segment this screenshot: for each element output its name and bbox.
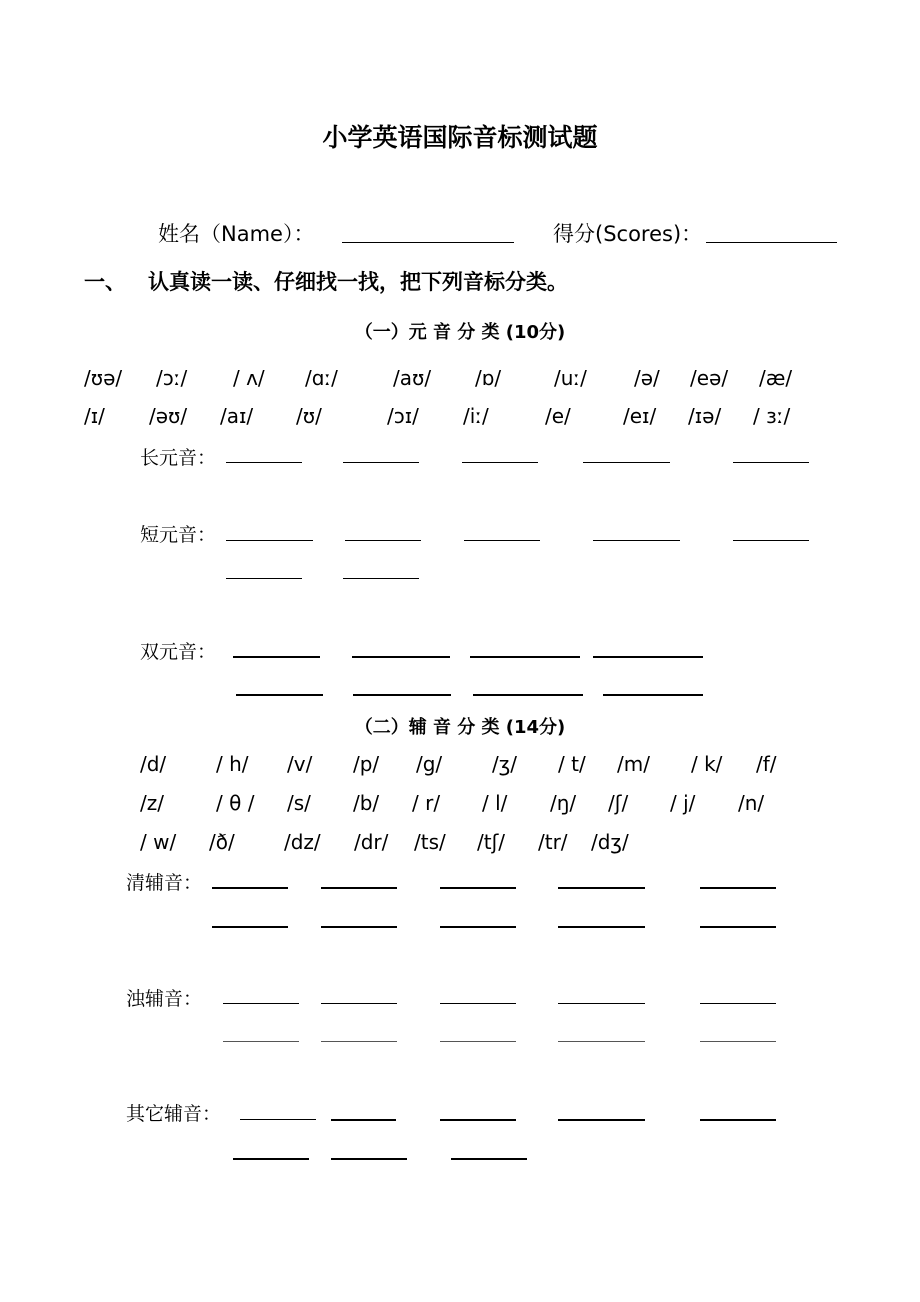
- name-blank[interactable]: [342, 242, 514, 243]
- answer-blank[interactable]: [733, 462, 809, 463]
- ipa-symbol: /tʃ/: [477, 830, 506, 854]
- ipa-symbol: /ɑː/: [305, 366, 338, 390]
- ipa-symbol: / l/: [482, 791, 508, 815]
- ipa-symbol: /ŋ/: [550, 791, 577, 815]
- answer-blank[interactable]: [440, 926, 516, 928]
- ipa-symbol: /s/: [287, 791, 311, 815]
- ipa-symbol: /p/: [353, 752, 380, 776]
- answer-blank[interactable]: [331, 1119, 396, 1121]
- ipa-symbol: /d/: [140, 752, 167, 776]
- answer-blank[interactable]: [700, 887, 776, 889]
- ipa-symbol: / ɜː/: [753, 404, 791, 428]
- ipa-symbol: /n/: [738, 791, 765, 815]
- ipa-symbol: /ʊ/: [296, 404, 322, 428]
- ipa-symbol: / k/: [691, 752, 723, 776]
- ipa-symbol: /m/: [617, 752, 650, 776]
- ipa-symbol: /z/: [140, 791, 164, 815]
- ipa-symbol: / h/: [216, 752, 249, 776]
- answer-blank[interactable]: [226, 540, 313, 541]
- ipa-symbol: / j/: [670, 791, 696, 815]
- answer-blank[interactable]: [464, 540, 540, 541]
- answer-blank[interactable]: [233, 1158, 309, 1160]
- answer-blank[interactable]: [558, 1041, 645, 1042]
- answer-blank[interactable]: [343, 578, 419, 579]
- ipa-symbol: /ʊə/: [84, 366, 123, 390]
- answer-blank[interactable]: [331, 1158, 407, 1160]
- answer-blank[interactable]: [223, 1041, 299, 1042]
- ipa-symbol: /eə/: [690, 366, 729, 390]
- ipa-symbol: /f/: [756, 752, 777, 776]
- ipa-symbol: /e/: [545, 404, 571, 428]
- ipa-symbol: /dʒ/: [591, 830, 629, 854]
- ipa-symbol: / w/: [140, 830, 177, 854]
- diphthong-label: 双元音：: [140, 641, 217, 663]
- answer-blank[interactable]: [451, 1158, 527, 1160]
- answer-blank[interactable]: [558, 1119, 645, 1121]
- other-consonant-label: 其它辅音：: [126, 1103, 222, 1125]
- ipa-symbol: /eɪ/: [623, 404, 657, 428]
- answer-blank[interactable]: [462, 462, 538, 463]
- answer-blank[interactable]: [470, 656, 580, 658]
- ipa-symbol: /dz/: [284, 830, 321, 854]
- answer-blank[interactable]: [343, 462, 419, 463]
- ipa-symbol: /ʃ/: [608, 791, 629, 815]
- answer-blank[interactable]: [700, 1119, 776, 1121]
- answer-blank[interactable]: [223, 1003, 299, 1004]
- answer-blank[interactable]: [700, 926, 776, 928]
- ipa-symbol: / θ /: [216, 791, 255, 815]
- ipa-symbol: /ə/: [634, 366, 660, 390]
- voiceless-consonant-label: 清辅音：: [126, 872, 203, 894]
- voiced-consonant-label: 浊辅音：: [126, 988, 203, 1010]
- answer-blank[interactable]: [700, 1003, 776, 1004]
- ipa-symbol: /ɒ/: [475, 366, 502, 390]
- question-number: 一、: [84, 270, 126, 294]
- ipa-symbol: /b/: [353, 791, 380, 815]
- answer-blank[interactable]: [593, 540, 680, 541]
- ipa-symbol: / ʌ/: [233, 366, 265, 390]
- ipa-symbol: /ɪ/: [84, 404, 105, 428]
- answer-blank[interactable]: [558, 887, 645, 889]
- answer-blank[interactable]: [440, 887, 516, 889]
- ipa-symbol: /tr/: [538, 830, 568, 854]
- answer-blank[interactable]: [345, 540, 421, 541]
- long-vowel-label: 长元音：: [140, 447, 217, 469]
- answer-blank[interactable]: [321, 1003, 397, 1004]
- ipa-symbol: /aʊ/: [393, 366, 432, 390]
- answer-blank[interactable]: [353, 694, 451, 696]
- question-1: [84, 266, 568, 296]
- answer-blank[interactable]: [321, 1041, 397, 1042]
- answer-blank[interactable]: [440, 1041, 516, 1042]
- ipa-symbol: /uː/: [554, 366, 587, 390]
- score-label: 得分(Scores)：: [553, 222, 703, 246]
- ipa-symbol: /ʒ/: [492, 752, 518, 776]
- answer-blank[interactable]: [603, 694, 703, 696]
- answer-blank[interactable]: [240, 1119, 316, 1120]
- answer-blank[interactable]: [352, 656, 450, 658]
- answer-blank[interactable]: [473, 694, 583, 696]
- answer-blank[interactable]: [733, 540, 809, 541]
- answer-blank[interactable]: [233, 656, 320, 658]
- answer-blank[interactable]: [583, 462, 670, 463]
- answer-blank[interactable]: [226, 578, 302, 579]
- answer-blank[interactable]: [700, 1041, 776, 1042]
- ipa-symbol: /g/: [416, 752, 443, 776]
- ipa-symbol: /v/: [287, 752, 313, 776]
- answer-blank[interactable]: [212, 887, 288, 889]
- page-title: 小学英语国际音标测试题: [322, 123, 598, 152]
- answer-blank[interactable]: [321, 887, 397, 889]
- name-label: 姓名（Name）：: [158, 222, 315, 246]
- ipa-symbol: /æ/: [759, 366, 793, 390]
- ipa-symbol: / t/: [558, 752, 586, 776]
- answer-blank[interactable]: [321, 926, 397, 928]
- answer-blank[interactable]: [558, 926, 645, 928]
- ipa-symbol: / r/: [412, 791, 441, 815]
- ipa-symbol: /ɔɪ/: [387, 404, 419, 428]
- answer-blank[interactable]: [212, 926, 288, 928]
- question-instruction: 认真读一读、仔细找一找，把下列音标分类。: [148, 270, 568, 294]
- ipa-symbol: /ɔː/: [156, 366, 188, 390]
- short-vowel-label: 短元音：: [140, 524, 217, 546]
- ipa-symbol: /əʊ/: [149, 404, 188, 428]
- score-blank[interactable]: [706, 242, 837, 243]
- ipa-symbol: /iː/: [463, 404, 489, 428]
- answer-blank[interactable]: [440, 1119, 516, 1121]
- vowel-section-heading: （一）元 音 分 类 (10分): [354, 322, 566, 343]
- consonant-section-heading: （二）辅 音 分 类 (14分): [354, 717, 566, 738]
- ipa-symbol: /ts/: [414, 830, 446, 854]
- ipa-symbol: /dr/: [354, 830, 389, 854]
- ipa-symbol: /ð/: [209, 830, 235, 854]
- ipa-symbol: /aɪ/: [220, 404, 254, 428]
- answer-blank[interactable]: [226, 462, 302, 463]
- answer-blank[interactable]: [236, 694, 323, 696]
- ipa-symbol: /ɪə/: [688, 404, 722, 428]
- answer-blank[interactable]: [558, 1003, 645, 1004]
- answer-blank[interactable]: [593, 656, 703, 658]
- answer-blank[interactable]: [440, 1003, 516, 1004]
